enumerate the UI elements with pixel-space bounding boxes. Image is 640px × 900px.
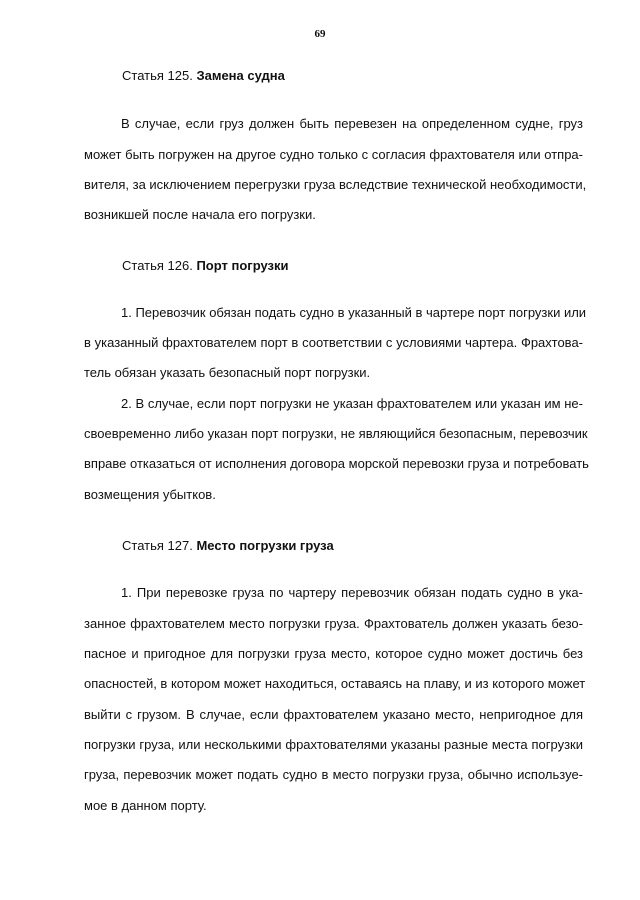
- paragraph-line: 2. В случае, если порт погрузки не указан фрахтователем или указан им не-: [121, 396, 583, 411]
- paragraph-line: может быть погружен на другое судно только с согласия фрахтователя или отпра-: [84, 147, 583, 162]
- paragraph-line: тель обязан указать безопасный порт погрузки.: [84, 365, 371, 380]
- paragraph-line: пасное и пригодное для погрузки груза место, которое судно может достичь без: [84, 646, 583, 661]
- article-127-number: Статья 127.: [122, 538, 193, 553]
- article-125-number: Статья 125.: [122, 68, 193, 83]
- article-126-title: Порт погрузки: [196, 258, 289, 273]
- paragraph-line: погрузки груза, или несколькими фрахтователями указаны разные места погрузки: [84, 737, 583, 752]
- paragraph-line: занное фрахтователем место погрузки груза. Фрахтователь должен указать безо-: [84, 616, 583, 631]
- article-125-title: Замена судна: [196, 68, 285, 83]
- paragraph-line: возмещения убытков.: [84, 487, 216, 502]
- paragraph-line: 1. При перевозке груза по чартеру перевозчик обязан подать судно в ука-: [121, 585, 583, 600]
- paragraph-line: выйти с грузом. В случае, если фрахтователем указано место, непригодное для: [84, 707, 583, 722]
- paragraph-line: своевременно либо указан порт погрузки, не являющийся безопасным, перевозчик: [84, 426, 588, 441]
- article-127-title: Место погрузки груза: [196, 538, 334, 553]
- paragraph-line: В случае, если груз должен быть перевезен на определенном судне, груз: [121, 116, 583, 131]
- article-126-number: Статья 126.: [122, 258, 193, 273]
- paragraph-line: вправе отказаться от исполнения договора морской перевозки груза и потребовать: [84, 456, 589, 471]
- paragraph-line: мое в данном порту.: [84, 798, 207, 813]
- article-125-heading: [122, 68, 285, 83]
- paragraph-line: 1. Перевозчик обязан подать судно в указанный в чартере порт погрузки или: [121, 305, 587, 320]
- article-127-heading: [122, 538, 334, 553]
- paragraph-line: возникшей после начала его погрузки.: [84, 207, 316, 222]
- paragraph-line: вителя, за исключением перегрузки груза вследствие технической необходимости,: [84, 177, 587, 192]
- paragraph-line: опасностей, в котором может находиться, оставаясь на плаву, и из которого может: [84, 676, 586, 691]
- page-number: 69: [314, 28, 326, 40]
- paragraph-line: груза, перевозчик может подать судно в место погрузки груза, обычно используе-: [84, 767, 583, 782]
- article-126-heading: [122, 258, 288, 273]
- paragraph-line: в указанный фрахтователем порт в соответствии с условиями чартера. Фрахтова-: [84, 335, 583, 350]
